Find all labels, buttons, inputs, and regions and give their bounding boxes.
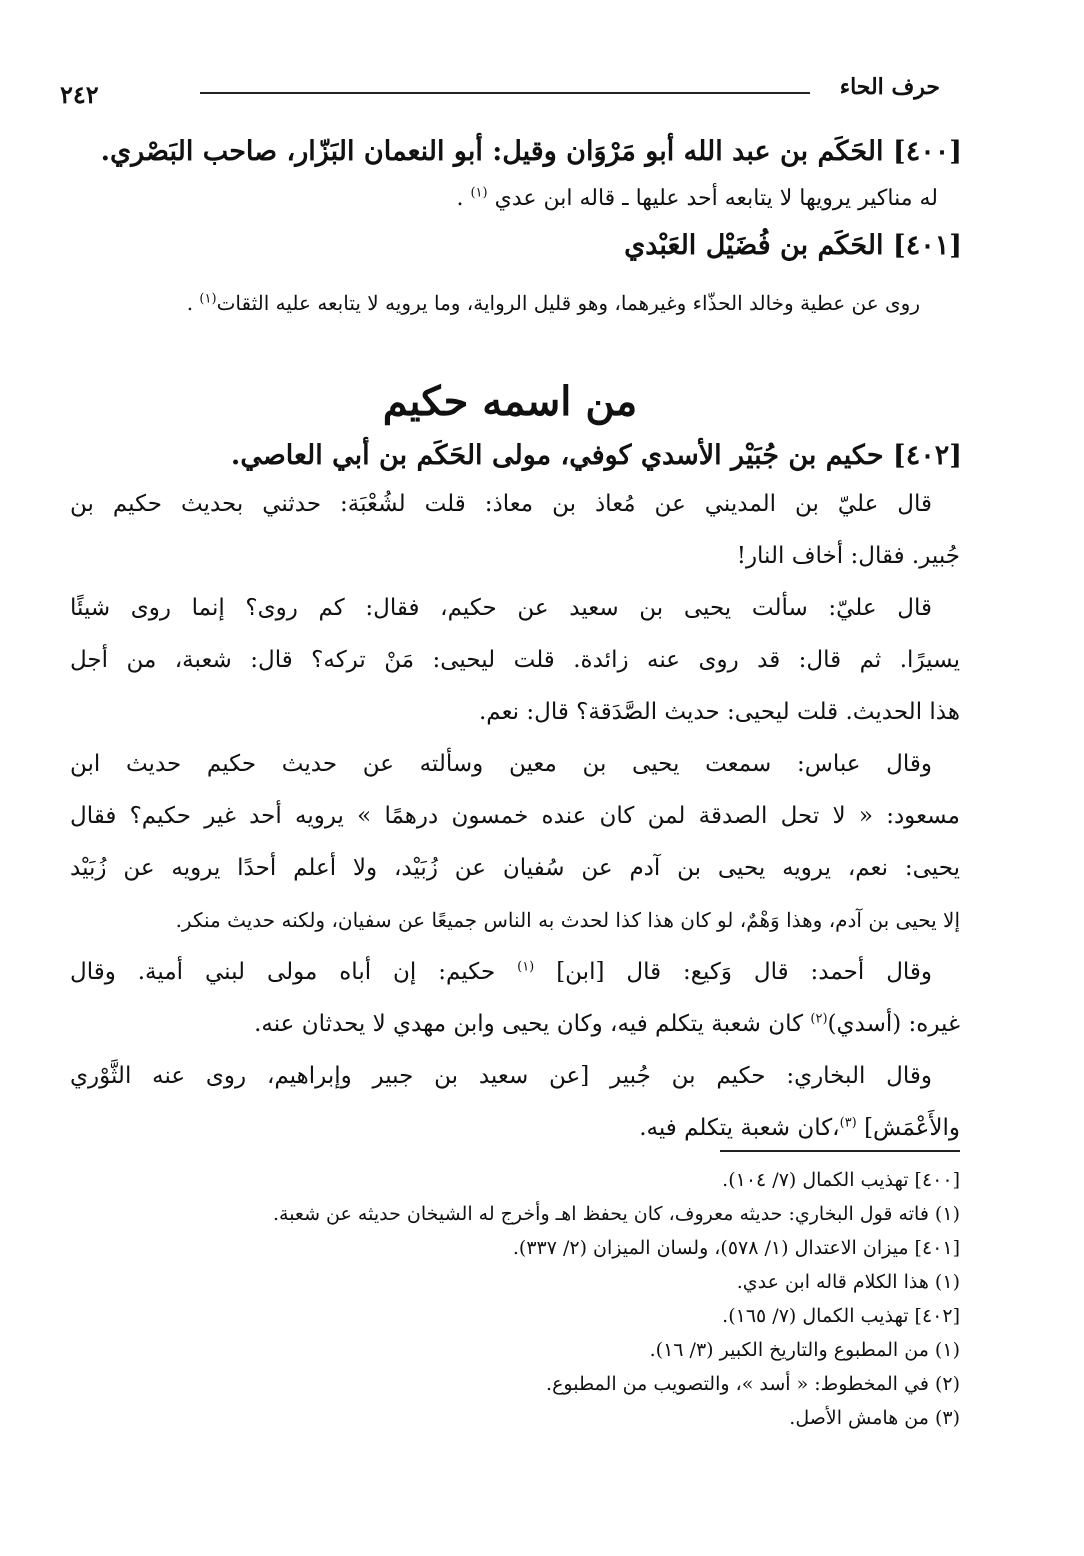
body-text: غيره: (أسدي) <box>827 1011 960 1037</box>
body-line: مسعود: « لا تحل الصدقة لمن كان عنده خمسون درهمًا » يرويه أحد غير حكيم؟ فقال <box>70 803 960 829</box>
footnote-ref: (٣) <box>839 1115 857 1131</box>
footnote-ref: (١) <box>517 959 535 975</box>
body-line: يحيى: نعم، يرويه يحيى بن آدم عن سُفيان عن زُبَيْد، ولا أعلم أحدًا يرويه عن زُبَيْد <box>70 855 960 881</box>
footnote-ref: (١) <box>199 291 217 307</box>
footnote: [٤٠٠] تهذيب الكمال (٧/ ١٠٤). <box>722 1169 960 1191</box>
footnote-ref: (١) <box>470 185 488 201</box>
footnote: [٤٠١] ميزان الاعتدال (١/ ٥٧٨)، ولسان الميزان (٢/ ٣٣٧). <box>512 1237 960 1259</box>
page-number: ٢٤٢ <box>60 80 99 109</box>
body-text: وقال أحمد: قال وَكيع: قال [ابن] <box>556 959 933 985</box>
body-text: والأَعْمَش] <box>864 1115 960 1141</box>
footnote: (١) هذا الكلام قاله ابن عدي. <box>736 1271 960 1293</box>
footnote: [٤٠٢] تهذيب الكمال (٧/ ١٦٥). <box>722 1305 960 1327</box>
book-page <box>60 60 960 1500</box>
body-line: هذا الحديث. قلت ليحيى: حديث الصَّدَقة؟ قال: نعم. <box>478 699 960 725</box>
body-line <box>70 998 960 1050</box>
body-line: وقال عباس: سمعت يحيى بن معين وسألته عن حديث حكيم حديث ابن <box>70 751 932 777</box>
body-text: كان شعبة يتكلم فيه، وكان يحيى وابن مهدي لا يحدثان عنه. <box>254 1011 804 1037</box>
entry-400-heading: [٤٠٠] الحَكَم بن عبد الله أبو مَرْوَان وقيل: أبو النعمان البَزّار، صاحب البَصْري. <box>100 136 962 167</box>
footnote: (٣) من هامش الأصل. <box>789 1407 960 1429</box>
footnote: (١) فاته قول البخاري: حديثه معروف، كان يحفظ اهـ وأخرج له الشيخان حديثه عن شعبة. <box>272 1203 960 1225</box>
running-title: حرف الحاء <box>839 74 940 100</box>
body-line: إلا يحيى بن آدم، وهذا وَهْمٌ، لو كان هذا كذا لحدث به الناس جميعًا عن سفيان، ولكنه حديث منكر. <box>175 908 960 932</box>
body-line <box>70 1102 960 1154</box>
running-header <box>60 74 960 114</box>
body-line <box>70 946 960 998</box>
body-text: حكيم: إن أباه مولى لبني أمية. وقال <box>70 959 496 985</box>
footnote-rule <box>720 1150 960 1152</box>
body-line: قال عليّ بن المديني عن مُعاذ بن معاذ: قلت لشُعْبَة: حدثني بحديث حكيم بن <box>70 491 932 517</box>
footnote: (٢) في المخطوط: « أسد »، والتصويب من المطبوع. <box>546 1373 960 1395</box>
body-line: يسيرًا. ثم قال: قد روى عنه زائدة. قلت ليحيى: مَنْ تركه؟ قال: شعبة، من أجل <box>70 647 960 673</box>
body-line: وقال البخاري: حكيم بن جُبير [عن سعيد بن جبير وإبراهيم، روى عنه الثَّوْري <box>70 1063 932 1089</box>
body-line: قال عليّ: سألت يحيى بن سعيد عن حكيم، فقال: كم روى؟ إنما روى شيئًا <box>70 595 932 621</box>
entry-401-text <box>187 284 920 322</box>
entry-401-text-end: . <box>186 291 194 315</box>
entry-401-heading: [٤٠١] الحَكَم بن فُضَيْل العَبْدي <box>624 230 962 261</box>
footnote-ref: (٢) <box>810 1011 828 1027</box>
entry-401-text-body: روى عن عطية وخالد الحذّاء وغيرهما، وهو قليل الرواية، وما يرويه لا يتابعه عليه الثقات <box>216 291 920 315</box>
header-rule <box>200 92 810 94</box>
footnote: (١) من المطبوع والتاريخ الكبير (٣/ ١٦). <box>649 1339 960 1361</box>
entry-400-text <box>456 180 938 218</box>
entry-400-text-body: له مناكير يرويها لا يتابعه أحد عليها ـ قاله ابن عدي <box>494 186 938 211</box>
body-line: جُبير. فقال: أخاف النار! <box>736 543 960 569</box>
body-text: ،كان شعبة يتكلم فيه. <box>639 1115 840 1141</box>
entry-400-text-end: . <box>456 186 464 211</box>
section-title: من اسمه حكيم <box>382 378 638 425</box>
entry-402-heading: [٤٠٢] حكيم بن جُبَيْر الأسدي كوفي، مولى الحَكَم بن أبي العاصي. <box>230 440 962 471</box>
